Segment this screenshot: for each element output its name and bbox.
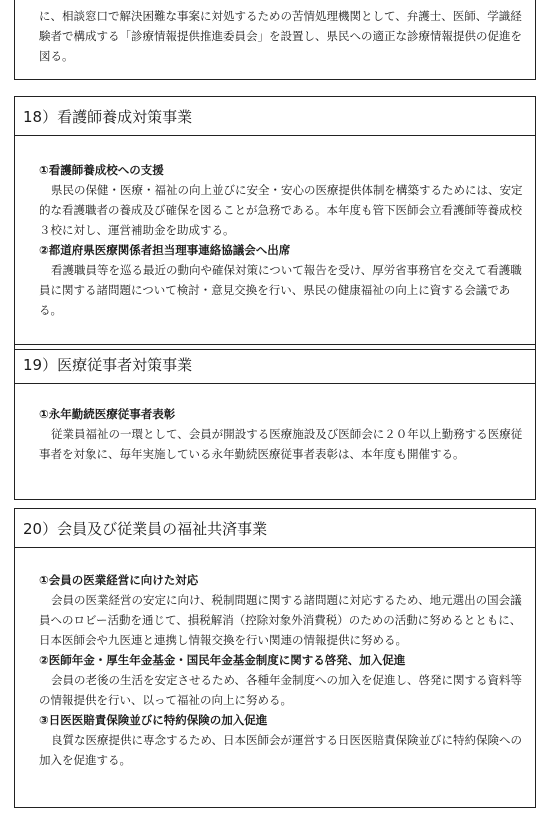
intro-paragraph: に、相談窓口で解決困難な事案に対処するための苦情処理機関として、弁護士、医師、学識経験者で構成する「診療情報提供推進委員会」を設置し、県民への適正な診療情報提供の促進を図る。 bbox=[39, 9, 522, 63]
section-19-item-1-title: ①永年勤続医療従事者表彰 bbox=[39, 407, 176, 421]
section-20-heading: 20）会員及び従業員の福祉共済事業 bbox=[14, 508, 536, 548]
section-18-item-1-title: ①看護師養成校への支援 bbox=[39, 163, 164, 177]
section-20-item-1-title: ①会員の医業経営に向けた対応 bbox=[39, 573, 199, 587]
section-20-item-2-title: ②医師年金・厚生年金基金・国民年金基金制度に関する啓発、加入促進 bbox=[39, 653, 406, 667]
section-18-item-1-body: 県民の保健・医療・福祉の向上並びに安全・安心の医療提供体制を構築するためには、安定的な看護職者の養成及び確保を図ることが急務である。本年度も管下医師会立看護師等養成校３校に対し、運営補助金を助成する。 bbox=[39, 183, 523, 237]
section-20-box bbox=[14, 548, 536, 808]
section-18-item-2-body: 看護職員等を巡る最近の動向や確保対策について報告を受け、厚労省事務官を交えて看護職員に関する諸問題について検討・意見交換を行い、県民の健康福祉の向上に資する会議である。 bbox=[39, 263, 522, 317]
section-19-box bbox=[14, 384, 536, 500]
section-19-item-1-body: 従業員福祉の一環として、会員が開設する医療施設及び医師会に２０年以上勤務する医療従事者を対象に、毎年実施している永年勤続医療従事者表彰は、本年度も開催する。 bbox=[39, 427, 523, 461]
section-20-item-1-body: 会員の医業経営の安定に向け、税制問題に関する諸問題に対応するため、地元選出の国会議員へのロビー活動を通じて、損税解消（控除対象外消費税）のための活動に努めるとともに、日本医師会や九医連と連携し情報交換を行い関連の情報提供に努める。 bbox=[39, 593, 522, 647]
section-20-item-2-body: 会員の老後の生活を安定させるため、各種年金制度への加入を促進し、啓発に関する資料等の情報提供を行い、以って福祉の向上に努める。 bbox=[39, 673, 523, 707]
section-18-box bbox=[14, 136, 536, 350]
section-18-heading: 18）看護師養成対策事業 bbox=[14, 96, 536, 136]
intro-box bbox=[14, 0, 536, 80]
section-20-item-3-title: ③日医医賠責保険並びに特約保険の加入促進 bbox=[39, 713, 268, 727]
section-19-heading: 19）医療従事者対策事業 bbox=[14, 344, 536, 384]
section-18-item-2-title: ②都道府県医療関係者担当理事連絡協議会へ出席 bbox=[39, 243, 291, 257]
section-20-item-3-body: 良質な医療提供に専念するため、日本医師会が運営する日医医賠責保険並びに特約保険への加入を促進する。 bbox=[39, 733, 523, 767]
